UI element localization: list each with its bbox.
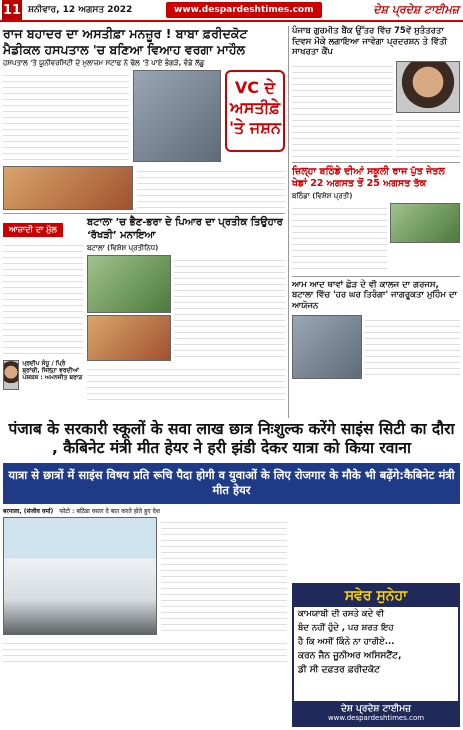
right2-byline: ਬਠਿੰਡਾ (ਵਿਸ਼ੇਸ਼ ਪ੍ਰਤੀ) bbox=[292, 191, 353, 200]
right1-photo bbox=[396, 61, 460, 113]
story3-title: ਬਟਾਲਾ ’ਚ ਭੈਣ-ਭਰਾ ਦੇ ਪਿਆਰ ਦਾ ਪ੍ਰਤੀਕ ਤਿਉਹਾਰ ‘ਰੱਖੜੀ’ ਮਨਾਇਆ bbox=[87, 217, 283, 241]
right-column bbox=[292, 26, 460, 379]
lead-story-photo bbox=[3, 517, 157, 635]
ad-line-1: ਕਾਮਯਾਬੀ ਦੀ ਰਸਤੇ ਕਦੇ ਵੀ bbox=[298, 609, 385, 619]
ad-line-4: ਕਰਨ ਜੈਨ ਜੂਨੀਅਰ ਅਸਿਸਟੈਂਟ, bbox=[298, 651, 402, 661]
ad-box bbox=[292, 583, 460, 727]
story1-photo bbox=[133, 70, 221, 162]
ad-footer bbox=[294, 701, 458, 725]
ad-footer-brand: ਦੇਸ਼ ਪ੍ਰਦੇਸ਼ ਟਾਈਮਜ਼ bbox=[340, 704, 412, 714]
ad-line-2: ਬੰਦ ਨਹੀਂ ਹੁੰਦੇ , ਪਰ ਸ਼ਰਤ ਇਹ bbox=[298, 623, 394, 633]
right1-body bbox=[292, 61, 393, 159]
right2-title: ਜ਼ਿਲ੍ਹਾ ਬਠਿੰਡੇ ਦੀਆਂ ਸਕੂਲੀ ਰਾਜ ਪੁੱਤ ਜੇਤਲ ਖੇਡਾਂ 22 ਅਗਸਤ ਤੋਂ 25 ਅਗਸਤ ਤੱਕ bbox=[292, 165, 445, 189]
ad-line-5: ਡੀ ਸੀ ਦਫ਼ਤਰ ਫ਼ਰੀਦਕੋਟ bbox=[298, 665, 380, 675]
story3-photo-1 bbox=[87, 255, 171, 313]
right1-body-2 bbox=[396, 115, 460, 159]
story1-title: ਰਾਜ ਬਹਾਦਰ ਦਾ ਅਸਤੀਫ਼ਾ ਮਨਜ਼ੂਰ ! ਬਾਬਾ ਫ਼ਰੀਦਕੋਟ ਮੈਡੀਕਲ ਹਸਪਤਾਲ 'ਚ ਬਣਿਆ ਵਿਆਹ ਵਰਗਾ ਮਾਹੌਲ bbox=[3, 26, 248, 57]
right3-title: ਆਮ ਆਦ ਥਾਵਾਂ ਛੋੜ ਦੇ ਵੀ ਕਾਲਜ ਦਾ ਗਰਜਸ, ਬਟਾਲਾ ਵਿੱਚ 'ਹਰ ਘਰ ਤਿਰੰਗਾ' ਜਾਗਰੂਕਤਾ ਮੁਹਿੰਮ ਦਾ ਆਯੋਜਨ bbox=[292, 279, 457, 311]
story2-author: ਪੇਸ਼ਕਸ਼ : ਅਮਨਜੀਤ ਬਰਾੜ bbox=[22, 374, 83, 382]
lead-story-body bbox=[161, 517, 287, 635]
story1-subtitle: ਹਸਪਤਾਲ 'ਤੇ ਯੂਨੀਵਰਸਿਟੀ ਦੇ ਮੁਲਾਜ਼ਮ ਸਟਾਫ ਨੇ ਢੋਲ 'ਤੇ ਪਾਏ ਭੰਗੜੇ, ਵੰਡੇ ਲੱਡੂ bbox=[3, 59, 205, 68]
divider bbox=[3, 213, 285, 214]
right1-title: ਪੰਜਾਬ ਗੁਰਮੀਤ ਬੈਂਕ ਉੱਤਰ ਵਿੱਚ 75ਵੇਂ ਸੁਤੰਤਰਤਾ ਦਿਵਸ ਮੌਕੇ ਲਗਾਇਆ ਜਾਵੇਗਾ ਪ੍ਰਦਰਸ਼ਨ ਤੇ ਵਿੱਤੀ ਸਾਖਰਤਾ ਕੈਂਪ bbox=[292, 26, 447, 58]
page-number: 11 bbox=[2, 0, 22, 20]
author-avatar bbox=[3, 360, 19, 390]
story3-body-2 bbox=[87, 364, 285, 400]
divider bbox=[292, 162, 460, 163]
lead-story-body-2 bbox=[3, 638, 287, 664]
lead-story-caption: फोटो : बठिंडा वस्तर दे बात करते होते हुए देश bbox=[59, 507, 160, 515]
site-url[interactable]: www.despardeshtimes.com bbox=[166, 2, 322, 18]
issue-date: ਸ਼ਨੀਵਾਰ, 12 ਅਗਸਤ 2022 bbox=[28, 5, 133, 15]
story3-photo-2 bbox=[87, 315, 171, 361]
column-divider bbox=[288, 26, 289, 418]
ad-footer-url[interactable]: www.despardeshtimes.com bbox=[327, 714, 425, 722]
story3-byline: ਬਟਾਲਾ (ਵਿਸ਼ੇਸ਼ ਪ੍ਰਤੀਨਿਧ) bbox=[87, 244, 159, 253]
story1-body-placeholder bbox=[3, 70, 129, 162]
story2-byline: ਪ੍ਰਦੀਪ ਸੰਧੂ / ਪ੍ਰਿੰ ਬ੍ਰਾਂਚੀ, ਜਿਲ੍ਹਾ ਵਰਦੀਆਂ bbox=[22, 360, 79, 375]
lead-story-banner: यात्रा से छात्रों में साइंस विषय प्रति रूचि पैदा होगी व युवाओं के लिए रोजगार के मौके भी बढ़ेंगे:कैबिनेट मंत्री मीत हेयर bbox=[3, 463, 460, 504]
vc-resignation-box: VC ਦੇ ਅਸਤੀਫ਼ੇ 'ਤੇ ਜਸ਼ਨ bbox=[225, 70, 285, 152]
right3-body bbox=[365, 315, 460, 379]
lead-story-title: पंजाब के सरकारी स्कूलों के सवा लाख छात्र निःशुल्क करेंगे साइंस सिटी का दौरा , कैबिनेट मंत्री मीत हेयर ने हरी झंडी देकर यात्रा को किया रवाना bbox=[8, 420, 455, 458]
right3-photo bbox=[292, 315, 362, 379]
story1-photo-2 bbox=[3, 166, 133, 210]
right2-body bbox=[292, 203, 387, 273]
story3-body bbox=[174, 255, 285, 361]
ad-line-3: ਹੈ ਕਿ ਅਸੀਂ ਕਿੰਨੇ ਨਾ ਹਾਰੀਏ... bbox=[298, 637, 395, 647]
right2-photo bbox=[390, 203, 460, 243]
masthead bbox=[0, 0, 463, 22]
freedom-tag: ਆਜ਼ਾਦੀ ਦਾ ਮੁੱਲ bbox=[3, 223, 63, 237]
divider bbox=[292, 276, 460, 277]
brand-logo: ਦੇਸ਼ ਪ੍ਰਦੇਸ਼ ਟਾਈਮਜ਼ bbox=[373, 3, 459, 16]
left-column bbox=[3, 26, 285, 400]
lead-story-byline: बरनाला, (संजीव वर्मा) bbox=[3, 507, 54, 515]
ad-heading: ਸਵੇਰ ਸੁਨੇਹਾ bbox=[294, 585, 458, 607]
story2-body bbox=[3, 240, 83, 358]
story1-body-2 bbox=[137, 166, 285, 210]
